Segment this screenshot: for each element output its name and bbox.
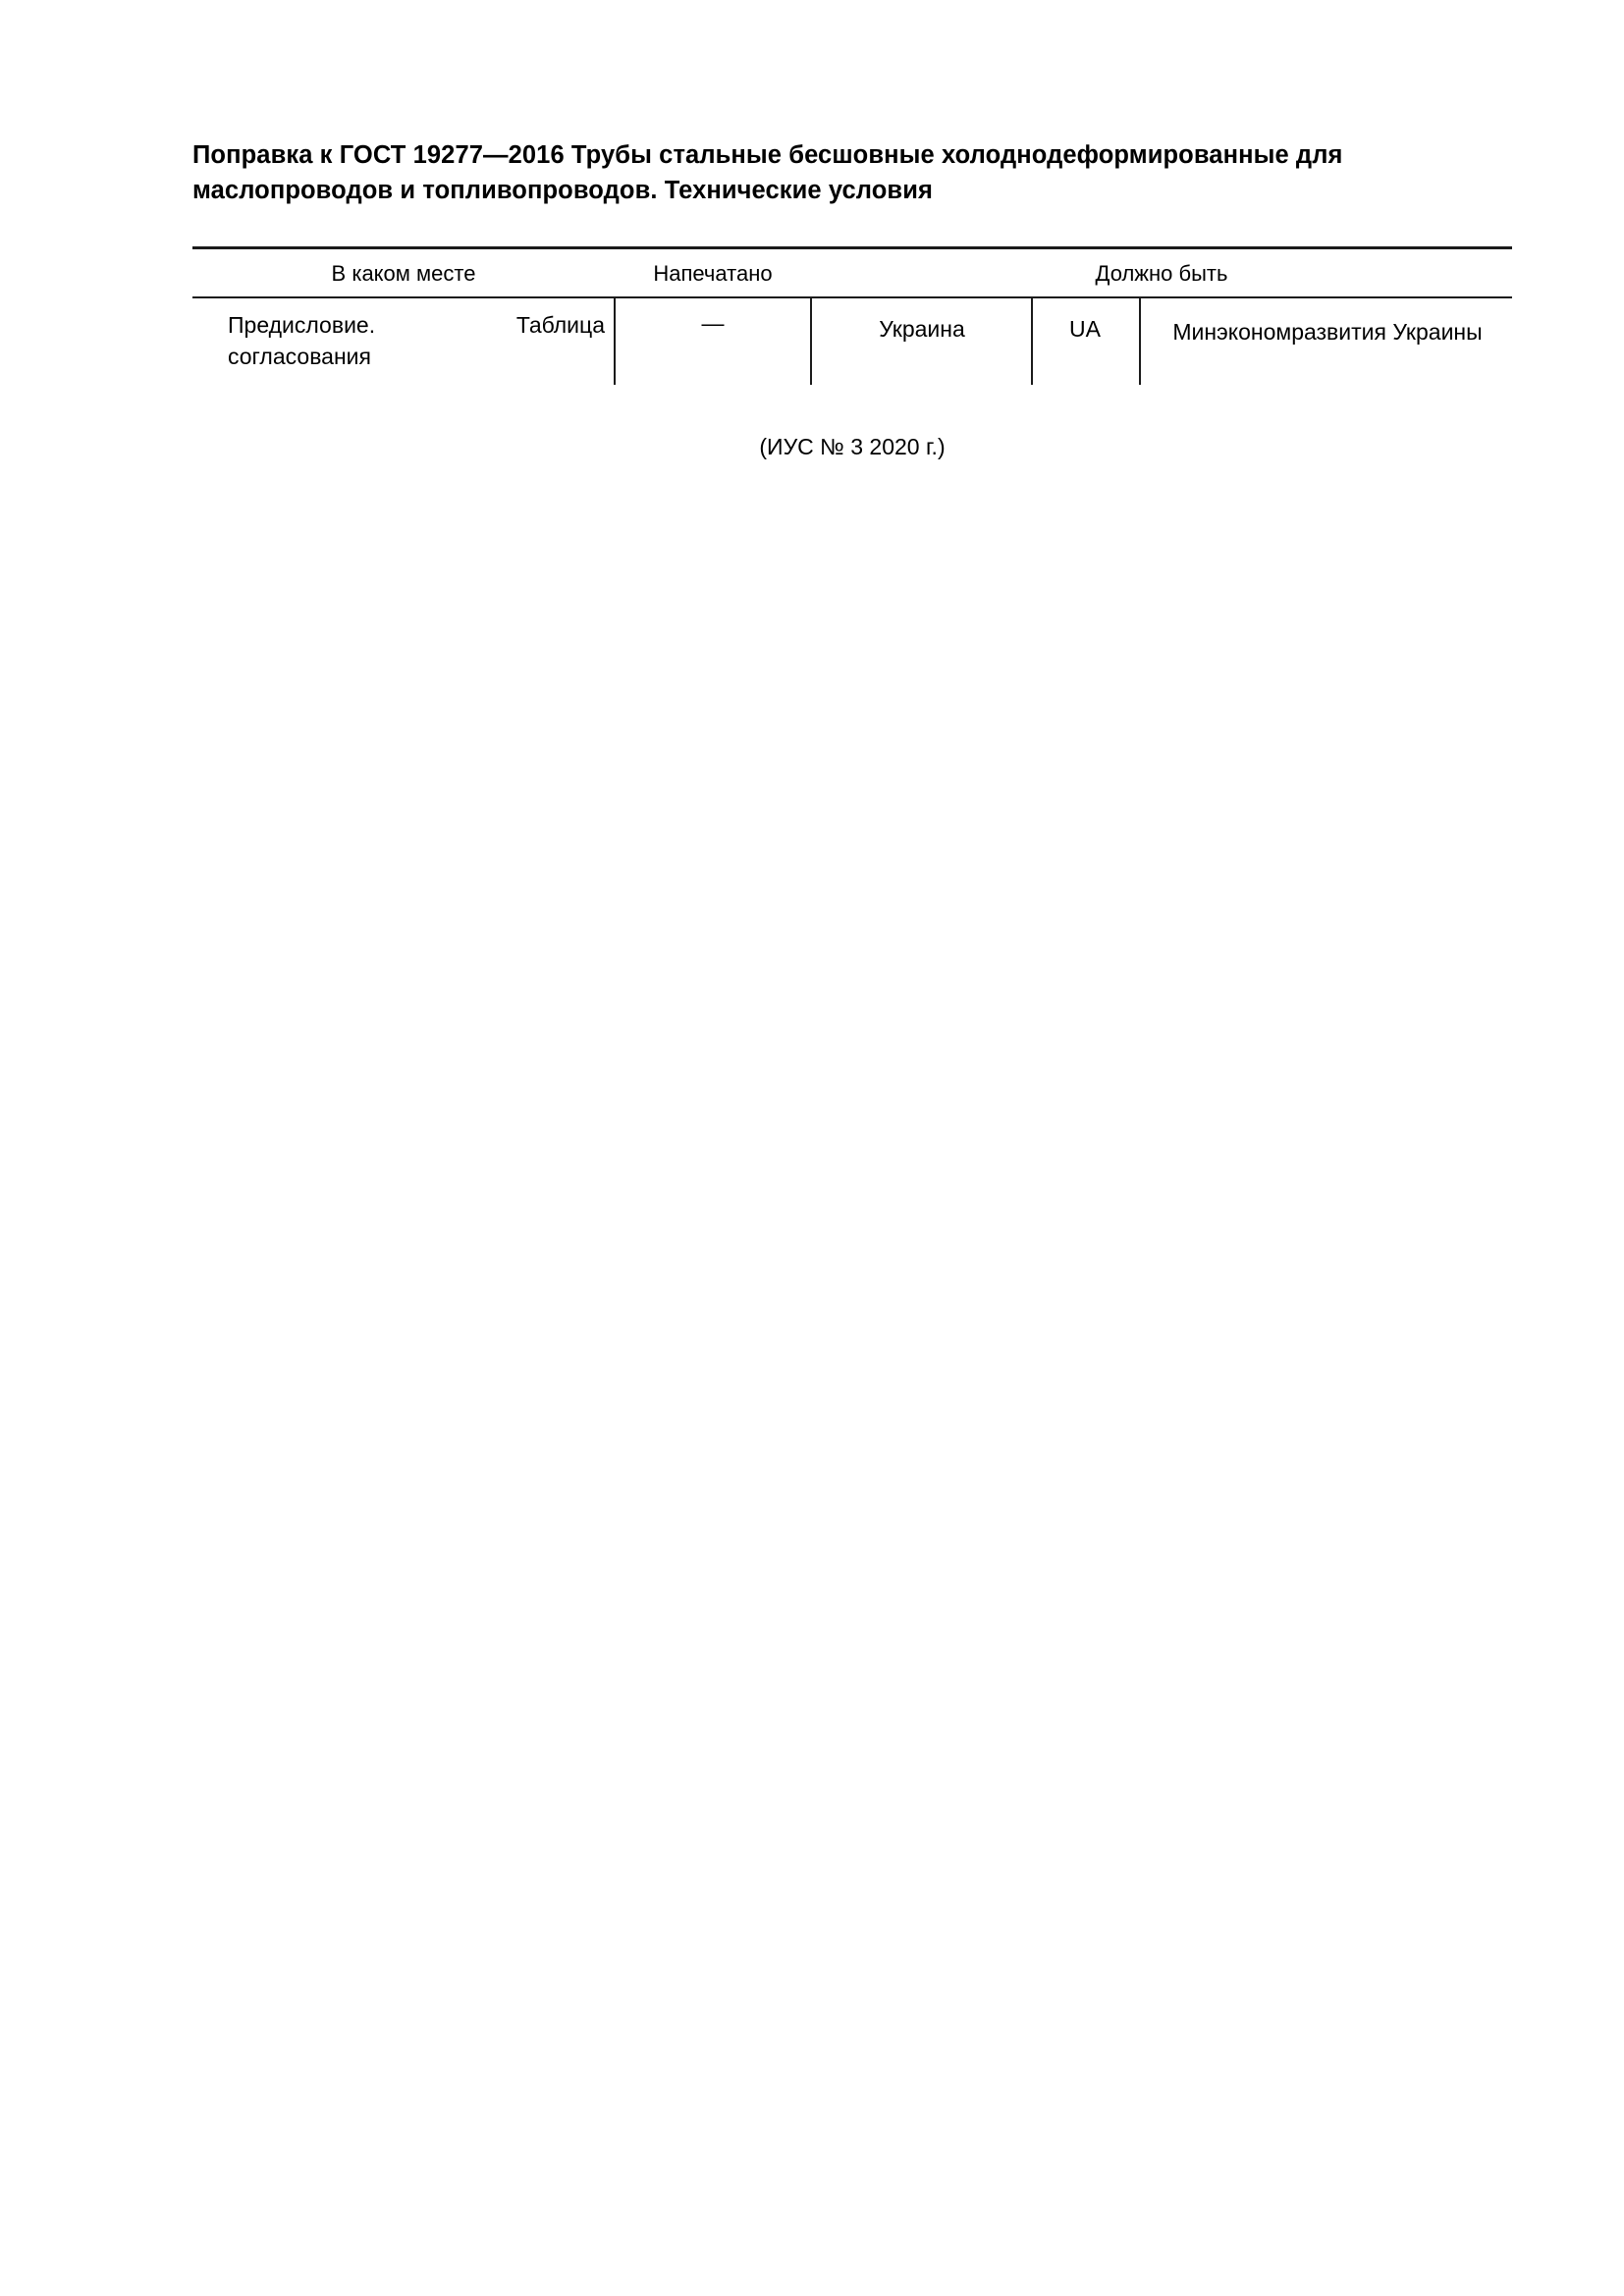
cell-place: Предисловие. Таблица согласования [228, 312, 605, 369]
page-title [192, 137, 1511, 208]
page-title-line-1: Поправка к ГОСТ 19277—2016 Трубы стальные бесшовные холоднодеформированные для [192, 141, 1343, 169]
page-title-line-2: маслопроводов и топливопроводов. Технические условия [192, 177, 933, 205]
corrections-table [192, 246, 1512, 395]
table-row [192, 298, 1512, 395]
cell-printed: — [701, 310, 725, 336]
cell-should-be-code: UA [1069, 316, 1101, 342]
cell-should-be-body: Минэкономразвития Украины [1172, 319, 1483, 345]
column-header-printed: Напечатано [653, 261, 773, 286]
divider-printed-shouldbe [810, 298, 812, 385]
divider-code-body [1139, 298, 1141, 385]
divider-place-printed [614, 298, 616, 385]
table-header-row [192, 249, 1512, 296]
column-header-should-be: Должно быть [1095, 261, 1228, 286]
cell-should-be-country: Украина [879, 316, 965, 342]
issue-footnote: (ИУС № 3 2020 г.) [759, 434, 946, 459]
column-header-place: В каком месте [331, 261, 476, 286]
